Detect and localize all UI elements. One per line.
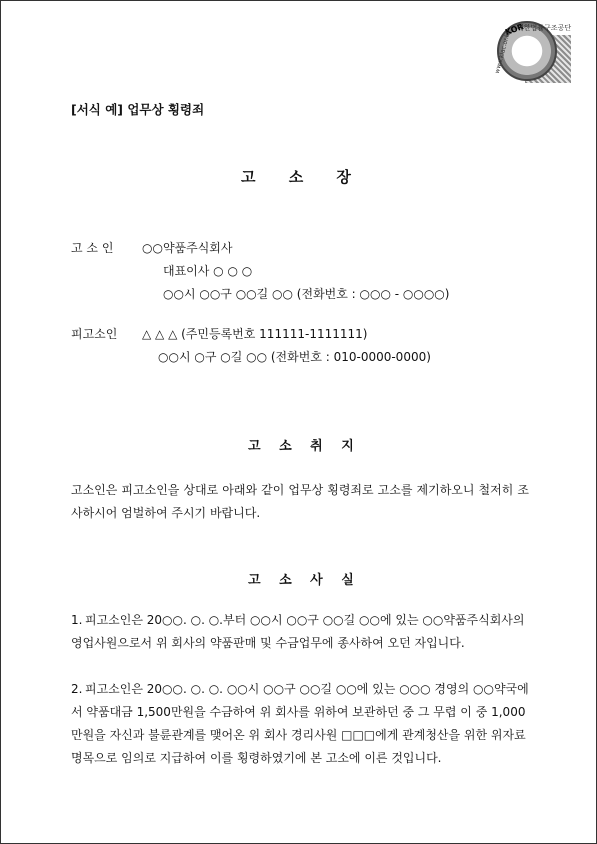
fact-item — [71, 609, 529, 655]
accused-label: 피고소인 — [71, 327, 118, 341]
purpose-text: 고소인은 피고소인을 상대로 아래와 같이 업무상 횡령죄로 고소를 제기하오니 철저히 조사하시어 엄벌하여 주시기 바랍니다. — [71, 483, 529, 520]
purpose-heading: 고 소 취 지 — [248, 439, 354, 454]
accused-address: ○○시 ○구 ○길 ○○ (전화번호 : 010-0000-0000) — [158, 350, 431, 364]
fact-item-number: 2. — [71, 682, 83, 696]
complainant-name: ○○약품주식회사 — [142, 241, 233, 255]
accused-name-id: △ △ △ (주민등록번호 111111-1111111) — [142, 327, 368, 341]
stamp-org-name: 대한법률구조공단 — [517, 24, 572, 32]
complainant-label: 고 소 인 — [71, 241, 114, 255]
fact-item — [71, 678, 529, 770]
facts-heading: 고 소 사 실 — [248, 573, 354, 588]
form-label: [서식 예] 업무상 횡령죄 — [71, 102, 205, 117]
complainant-representative: 대표이사 ○ ○ ○ — [163, 264, 253, 278]
document-title: 고 소 장 — [241, 168, 353, 186]
complainant-address: ○○시 ○○구 ○○길 ○○ (전화번호 : ○○○ - ○○○○) — [163, 287, 450, 301]
stamp-kor-label: KOR — [504, 22, 525, 37]
klac-seal-stamp — [495, 19, 575, 85]
fact-item-number: 1. — [71, 613, 83, 627]
fact-item-text: 피고소인은 20○○. ○. ○. ○○시 ○○구 ○○길 ○○에 있는 ○○○ 경영의 ○○약국에서 약품대금 1,500만원을 수금하여 위 회사를 위하여 보관하던 중 그 무렵 이 중 1,000만원을 자신과 불륜관계를 맺어온 위 회사 경리사원 □□□에게 관계청산을 위한 위자료 명목으로 임의로 지급하여 이를 횡령하였기에 본 고소에 이른 것입니다. — [71, 682, 529, 765]
fact-item-text: 피고소인은 20○○. ○. ○.부터 ○○시 ○○구 ○○길 ○○에 있는 ○○약품주식회사의 영업사원으로서 위 회사의 약품판매 및 수금업무에 종사하여 오던 자입니다. — [71, 613, 525, 650]
stamp-url: www.klac.or.kr — [493, 30, 512, 75]
